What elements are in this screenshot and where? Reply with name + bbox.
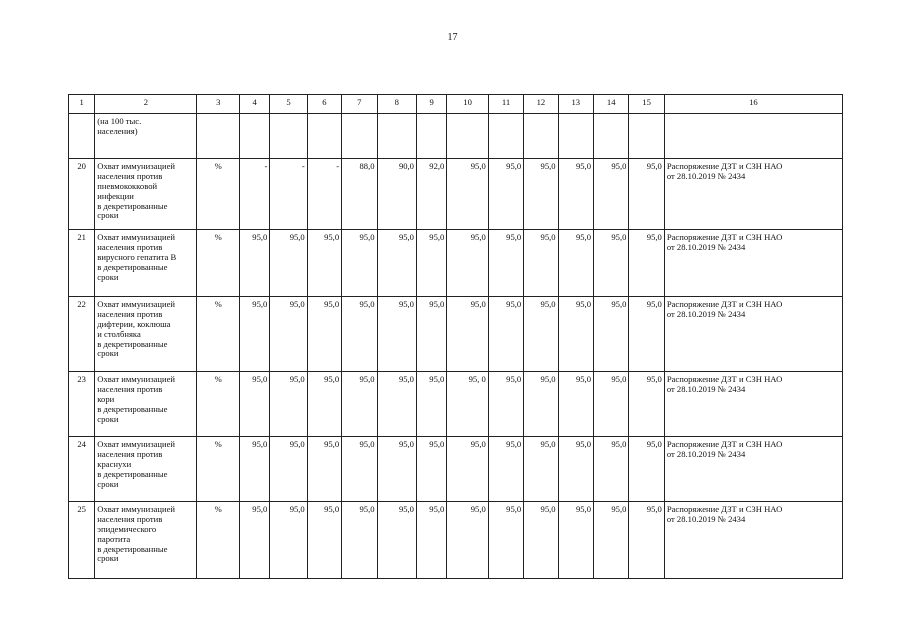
cell-no	[69, 114, 95, 159]
cell-value: 95,0	[270, 437, 307, 502]
cell-value: 95,0	[270, 372, 307, 437]
cell-no: 22	[69, 297, 95, 372]
cell-value: 95,0	[342, 502, 377, 579]
cell-value: 95,0	[629, 230, 664, 297]
header-row	[69, 95, 843, 114]
cell-value: 95,0	[524, 297, 558, 372]
cell-basis: Распоряжение ДЗТ и СЗН НАО от 28.10.2019 № 2434	[664, 230, 842, 297]
table-row	[69, 372, 843, 437]
cell-value: 95,0	[342, 297, 377, 372]
cell-value: 95,0	[239, 437, 269, 502]
cell-unit: %	[197, 437, 239, 502]
cell-value: 95,0	[342, 372, 377, 437]
cell-value: 95,0	[524, 372, 558, 437]
cell-value: 95,0	[558, 230, 593, 297]
header-cell: 4	[239, 95, 269, 114]
cell-value: 95,0	[629, 297, 664, 372]
cell-unit: %	[197, 372, 239, 437]
table-row	[69, 159, 843, 230]
cell-value: 95,0	[342, 437, 377, 502]
header-cell: 11	[488, 95, 523, 114]
cell-value: 95,0	[524, 437, 558, 502]
cell-value: 95,0	[488, 502, 523, 579]
cell-basis: Распоряжение ДЗТ и СЗН НАО от 28.10.2019 № 2434	[664, 297, 842, 372]
cell-value: 95,0	[239, 502, 269, 579]
cell-value: 95,0	[488, 297, 523, 372]
header-cell: 16	[664, 95, 842, 114]
header-cell: 3	[197, 95, 239, 114]
cell-value: -	[270, 159, 307, 230]
cell-value: 95,0	[270, 502, 307, 579]
cell-name: Охват иммунизацией населения против кори в декретированные сроки	[95, 372, 197, 437]
table-row	[69, 297, 843, 372]
cell-value: 95,0	[377, 502, 416, 579]
header-cell: 6	[307, 95, 341, 114]
cell-value: 95,0	[488, 159, 523, 230]
cell-value: 95,0	[447, 502, 488, 579]
header-cell: 8	[377, 95, 416, 114]
cell-value: 95,0	[307, 437, 341, 502]
cell-value: 95,0	[594, 297, 629, 372]
cell-value: 95,0	[558, 502, 593, 579]
cell-value: 95,0	[488, 372, 523, 437]
cell-value: -	[239, 159, 269, 230]
header-cell: 9	[416, 95, 446, 114]
continuation-row	[69, 114, 843, 159]
cell-name: Охват иммунизацией населения против краснухи в декретированные сроки	[95, 437, 197, 502]
cell-value: 95,0	[416, 230, 446, 297]
cell-value: 95,0	[488, 437, 523, 502]
cell-value: 95,0	[416, 297, 446, 372]
cell-value: 95,0	[558, 159, 593, 230]
cell-no: 25	[69, 502, 95, 579]
cell-basis: Распоряжение ДЗТ и СЗН НАО от 28.10.2019 № 2434	[664, 437, 842, 502]
cell-name: (на 100 тыс. населения)	[95, 114, 197, 159]
cell-value: 95,0	[447, 159, 488, 230]
header-cell: 7	[342, 95, 377, 114]
cell-value: 95,0	[377, 230, 416, 297]
header-cell: 5	[270, 95, 307, 114]
page-number: 17	[447, 32, 458, 43]
cell-value: 95,0	[377, 372, 416, 437]
cell-name: Охват иммунизацией населения против вирусного гепатита В в декретированные сроки	[95, 230, 197, 297]
cell-value: 95,0	[594, 230, 629, 297]
cell-no: 20	[69, 159, 95, 230]
cell-value: 95,0	[270, 297, 307, 372]
cell-value: 95,0	[416, 372, 446, 437]
cell-value: 95,0	[307, 297, 341, 372]
cell-value: 95,0	[594, 372, 629, 437]
header-cell: 14	[594, 95, 629, 114]
cell-value: 95,0	[524, 502, 558, 579]
cell-value: 95,0	[377, 437, 416, 502]
cell-basis: Распоряжение ДЗТ и СЗН НАО от 28.10.2019 № 2434	[664, 159, 842, 230]
cell-value: 95,0	[416, 502, 446, 579]
cell-value: 95,0	[558, 372, 593, 437]
cell-value: 95,0	[524, 159, 558, 230]
cell-value: 95,0	[488, 230, 523, 297]
cell-value: 95,0	[594, 502, 629, 579]
cell-value: 95,0	[629, 372, 664, 437]
cell-value: 95,0	[270, 230, 307, 297]
cell-unit: %	[197, 297, 239, 372]
cell-name: Охват иммунизацией населения против дифтерии, коклюша и столбняка в декретированные сроки	[95, 297, 197, 372]
cell-value: 95,0	[558, 437, 593, 502]
cell-value: 95,0	[629, 502, 664, 579]
cell-name: Охват иммунизацией населения против пневмококковой инфекции в декретированные сроки	[95, 159, 197, 230]
cell-no: 21	[69, 230, 95, 297]
cell-value: 95,0	[239, 297, 269, 372]
cell-value: -	[307, 159, 341, 230]
cell-name: Охват иммунизацией населения против эпидемического паротита в декретированные сроки	[95, 502, 197, 579]
cell-value: 95,0	[447, 230, 488, 297]
table-row	[69, 502, 843, 579]
cell-unit: %	[197, 230, 239, 297]
cell-unit: %	[197, 159, 239, 230]
cell-value: 88,0	[342, 159, 377, 230]
cell-value: 92,0	[416, 159, 446, 230]
cell-no: 24	[69, 437, 95, 502]
indicators-table	[68, 94, 843, 579]
header-cell: 15	[629, 95, 664, 114]
cell-unit: %	[197, 502, 239, 579]
cell-value: 95,0	[594, 437, 629, 502]
cell-value: 95,0	[524, 230, 558, 297]
cell-value: 95,0	[629, 159, 664, 230]
cell-value: 95,0	[307, 372, 341, 437]
header-cell: 13	[558, 95, 593, 114]
cell-value: 95,0	[239, 372, 269, 437]
cell-no: 23	[69, 372, 95, 437]
cell-value: 95,0	[629, 437, 664, 502]
cell-value: 95,0	[377, 297, 416, 372]
header-cell: 10	[447, 95, 488, 114]
table-row	[69, 230, 843, 297]
cell-value: 95,0	[416, 437, 446, 502]
cell-value: 95,0	[558, 297, 593, 372]
cell-value: 95,0	[307, 230, 341, 297]
header-cell: 1	[69, 95, 95, 114]
cell-basis: Распоряжение ДЗТ и СЗН НАО от 28.10.2019 № 2434	[664, 502, 842, 579]
cell-value: 95,0	[447, 437, 488, 502]
cell-value: 95,0	[342, 230, 377, 297]
cell-value: 95,0	[594, 159, 629, 230]
cell-value: 90,0	[377, 159, 416, 230]
cell-value: 95,0	[307, 502, 341, 579]
header-cell: 12	[524, 95, 558, 114]
table-row	[69, 437, 843, 502]
cell-basis: Распоряжение ДЗТ и СЗН НАО от 28.10.2019 № 2434	[664, 372, 842, 437]
cell-value: 95,0	[239, 230, 269, 297]
cell-value: 95,0	[447, 297, 488, 372]
header-cell: 2	[95, 95, 197, 114]
cell-value: 95, 0	[447, 372, 488, 437]
